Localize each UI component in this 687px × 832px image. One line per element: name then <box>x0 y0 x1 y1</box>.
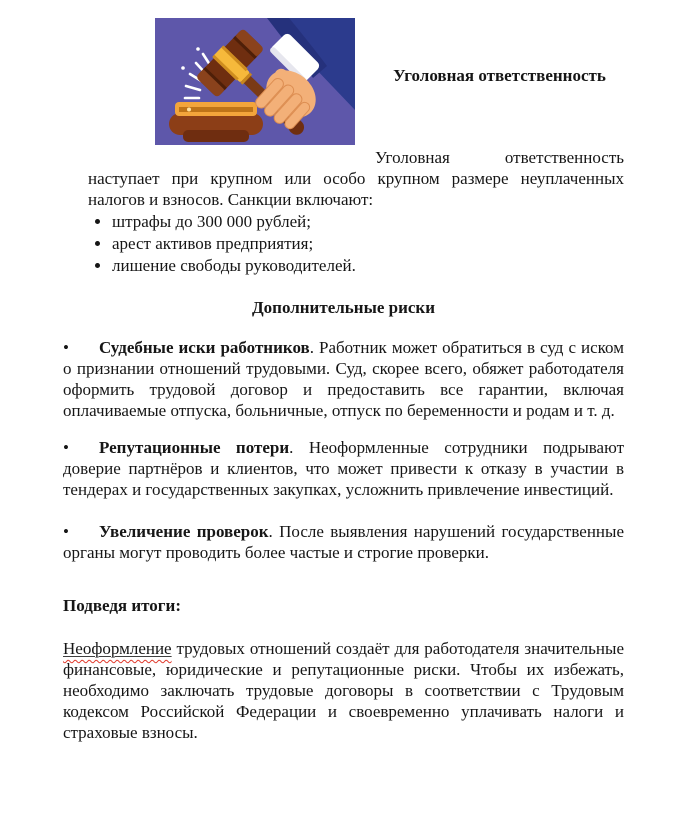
misspelled-word: Неоформление <box>63 639 172 658</box>
risk-lead: Увеличение проверок <box>98 522 269 541</box>
heading-additional-risks: Дополнительные риски <box>251 298 436 317</box>
risk-lead: Судебные иски работников <box>98 338 310 357</box>
gavel-illustration-image <box>155 18 355 145</box>
risk-paragraph-inspections <box>63 521 624 563</box>
sanctions-list <box>88 211 624 276</box>
sanction-item-asset-seizure: • арест активов предприятия; <box>112 233 624 254</box>
summary-text: трудовых отношений создаёт для работодателя значительные финансовые, юридические и репутационные риски. Чтобы их избежать, необходимо заключать трудовые договоры в соответствии с Трудовым кодексом Российской Федерации и своевременно уплачивать налоги и страховые взносы. <box>63 639 624 742</box>
bullet-marker: • <box>63 522 69 541</box>
bullet-marker: • <box>63 338 69 357</box>
risk-paragraph-reputation <box>63 437 624 500</box>
risk-text: . Неоформленные сотрудники подрывают доверие партнёров и клиентов, что может привести к отказу в участии в тендерах и государственных закупках, усложнить привлечение инвестиций. <box>63 438 624 499</box>
risk-paragraph-lawsuits <box>63 337 624 421</box>
heading-criminal-liability: Уголовная ответственность <box>393 66 606 85</box>
heading-summary: Подведя итоги: <box>63 596 181 615</box>
risk-text: . После выявления нарушений государственные органы могут проводить более частые и строгие проверки. <box>63 522 624 562</box>
sanction-item-fines: • штрафы до 300 000 рублей; <box>112 211 624 232</box>
risk-lead: Репутационные потери <box>98 438 290 457</box>
summary-paragraph <box>63 638 624 743</box>
intro-paragraph: Уголовная ответственность наступает при крупном или особо крупном размере неуплаченных налогов и взносов. Санкции включают: <box>88 148 624 209</box>
sanction-item-imprisonment: • лишение свободы руководителей. <box>112 255 624 276</box>
risk-text: . Работник может обратиться в суд с иском о признании отношений трудовыми. Суд, скорее всего, обяжет работодателя оформить трудовой договор и предоставить все гарантии, включая оплачиваемые отпуска, больничные, отпуск по беременности и родам и т. д. <box>63 338 624 420</box>
bullet-marker: • <box>63 438 69 457</box>
spellcheck-underline <box>63 639 172 658</box>
gavel-illustration[interactable] <box>155 18 355 145</box>
